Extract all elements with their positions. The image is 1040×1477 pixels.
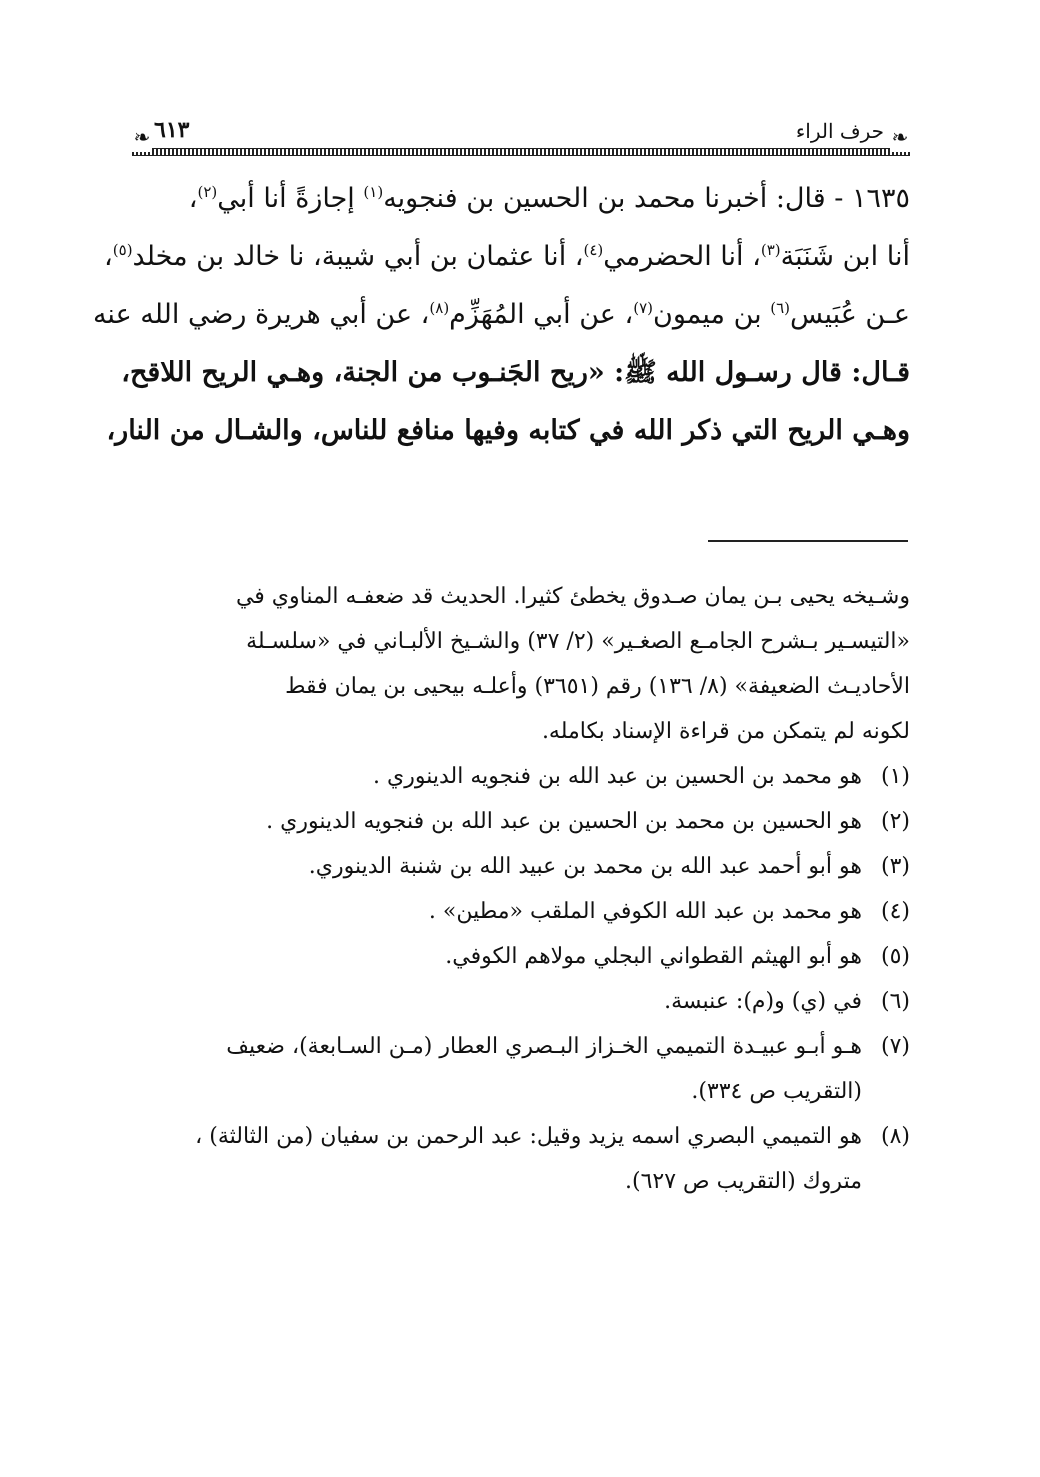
footnote-text: هو أبو أحمد عبد الله بن محمد بن عبيد الله بن شنبة الدينوري. bbox=[308, 854, 862, 879]
footnote-number: (٥) bbox=[880, 944, 910, 969]
footnote-line: الأحاديـث الضعيفة» (٨/ ١٣٦) رقم (٣٦٥١) وأعلـه بيحيى بن يمان فقط bbox=[285, 674, 910, 699]
footnote-text: هو أبو الهيثم القطواني البجلي مولاهم الكوفي. bbox=[445, 944, 862, 969]
footnote-number: (٢) bbox=[880, 809, 910, 834]
running-header bbox=[132, 112, 910, 160]
ornament-left-icon: ❧ bbox=[132, 122, 152, 152]
footnote-marker[interactable]: (٢) bbox=[197, 183, 218, 201]
header-ornamental-rule bbox=[132, 148, 910, 156]
footnote-item bbox=[132, 934, 910, 979]
footnote-divider bbox=[708, 540, 908, 542]
footnote-item bbox=[132, 979, 910, 1024]
footnote-text: (التقريب ص ٣٣٤). bbox=[691, 1079, 862, 1104]
ornament-right-icon: ❧ bbox=[890, 122, 910, 152]
footnote-marker[interactable]: (٤) bbox=[583, 241, 604, 259]
hadith-line: وهـي الريح التي ذكر الله في كتابه وفيها منافع للناس، والشـال من النار، bbox=[106, 415, 910, 446]
footnote-number: (٨) bbox=[880, 1124, 910, 1149]
hadith-line: قـال: قال رسـول الله ﷺ: «ريح الجَنـوب من الجنة، وهـي الريح اللاقح، bbox=[121, 357, 910, 388]
footnote-marker[interactable]: (٨) bbox=[429, 299, 450, 317]
footnote-number: (١) bbox=[880, 764, 910, 789]
footnote-item bbox=[132, 799, 910, 844]
footnote-item bbox=[132, 1114, 910, 1204]
footnote-text: هو محمد بن الحسين بن عبد الله بن فنجويه الدينوري . bbox=[373, 764, 862, 789]
footnote-text: متروك (التقريب ص ٦٢٧). bbox=[625, 1169, 862, 1194]
footnote-marker[interactable]: (١) bbox=[363, 183, 384, 201]
footnote-marker[interactable]: (٥) bbox=[112, 241, 133, 259]
footnote-number: (٧) bbox=[880, 1034, 910, 1059]
footnote-item bbox=[132, 844, 910, 889]
hadith-line: أنا ابن شَنَبَة$^{(٣)}$، أنا الحضرمي$^{(٤)}$، أنا عثمان بن أبي شيبة، نا خالد بن مخلد$^{(٥)}$، bbox=[104, 241, 910, 272]
footnote-number: (٦) bbox=[880, 989, 910, 1014]
footnote-number: (٣) bbox=[880, 854, 910, 879]
footnote-line: لكونه لم يتمكن من قراءة الإسناد بكامله. bbox=[541, 719, 910, 744]
footnote-text: هـو أبـو عبيـدة التميمي الخـزاز البـصري العطار (مـن السـابعة)، ضعيف bbox=[226, 1034, 862, 1059]
footnote-marker[interactable]: (٦) bbox=[770, 299, 791, 317]
footnote-marker[interactable]: (٣) bbox=[760, 241, 781, 259]
footnote-text: هو محمد بن عبد الله الكوفي الملقب «مطين» . bbox=[428, 899, 862, 924]
footnote-item bbox=[132, 889, 910, 934]
footnote-item bbox=[132, 754, 910, 799]
page-number: ٦١٣ bbox=[150, 116, 193, 144]
footnote-number: (٤) bbox=[880, 899, 910, 924]
footnote-text: في (ي) و(م): عنبسة. bbox=[664, 989, 862, 1014]
footnote-item bbox=[132, 1024, 910, 1114]
footnotes-section bbox=[132, 574, 910, 1204]
chapter-title: حرف الراء bbox=[792, 118, 888, 144]
hadith-text bbox=[92, 170, 910, 460]
hadith-line: ١٦٣٥ - قال: أخبرنا محمد بن الحسين بن فنجويه$^{(١)}$ إجازةً أنا أبي$^{(٢)}$، bbox=[188, 183, 910, 214]
footnote-line: وشـيخه يحيى بـن يمان صـدوق يخطئ كثيرا. الحديث قد ضعفـه المناوي في bbox=[235, 584, 910, 609]
footnote-text: هو التميمي البصري اسمه يزيد وقيل: عبد الرحمن بن سفيان (من الثالثة) ، bbox=[195, 1124, 862, 1149]
footnote-line: «التيسـير بـشرح الجامـع الصغـير» (٢/ ٣٧) والشـيخ الألبـاني في «سلسـلة bbox=[246, 629, 910, 654]
footnote-marker[interactable]: (٧) bbox=[633, 299, 653, 317]
hadith-line: عـن عُبَيس$^{(٦)}$ بن ميمون$^{(٧)}$، عن أبي المُهَزِّم$^{(٨)}$، عن أبي هريرة رضي الله عنه bbox=[92, 299, 910, 330]
footnote-continuation bbox=[132, 574, 910, 754]
footnote-text: هو الحسين بن محمد بن الحسين بن عبد الله بن فنجويه الدينوري . bbox=[266, 809, 862, 834]
